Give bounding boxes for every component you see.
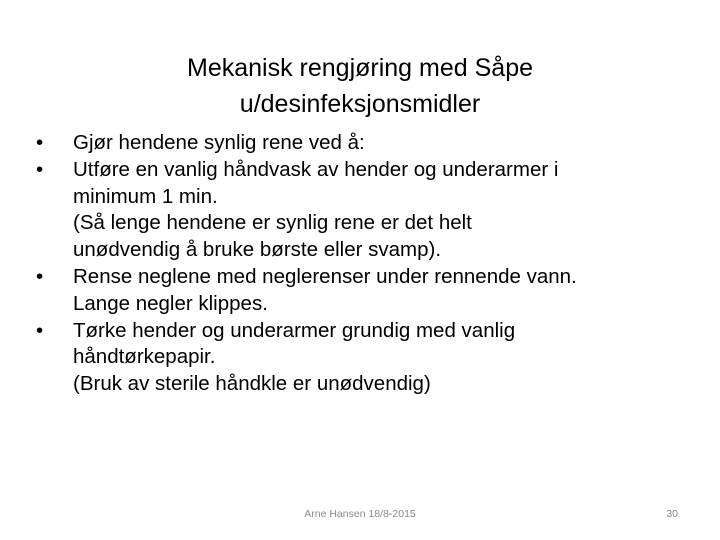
- bullet-icon: •: [36, 157, 44, 181]
- bullet-text-line: minimum 1 min.: [73, 184, 218, 208]
- slide-title-line-2: u/desinfeksjonsmidler: [239, 90, 481, 118]
- slide-title-line-1: Mekanisk rengjøring med Såpe: [187, 54, 533, 82]
- bullet-text-line: Gjør hendene synlig rene ved å:: [73, 131, 365, 154]
- bullet-text-line: (Så lenge hendene er synlig rene er det helt: [73, 211, 472, 235]
- slide-page-number: 30: [666, 508, 678, 520]
- bullet-text-line: Rense neglene med neglerenser under rennende vann.: [73, 264, 577, 288]
- bullet-text-line: (Bruk av sterile håndkle er unødvendig): [73, 372, 431, 396]
- bullet-item: [36, 318, 706, 398]
- bullet-text-line: håndtørkepapir.: [73, 345, 216, 369]
- bullet-list: [36, 130, 706, 398]
- bullet-text-line: Utføre en vanlig håndvask av hender og underarmer i: [73, 157, 559, 181]
- bullet-icon: •: [36, 131, 44, 154]
- bullet-text-line: unødvendig å bruke børste eller svamp).: [73, 238, 442, 262]
- bullet-text-line: Tørke hender og underarmer grundig med vanlig: [73, 318, 516, 342]
- bullet-item: [36, 157, 706, 264]
- slide-title: [60, 50, 660, 122]
- bullet-item: [36, 130, 706, 157]
- bullet-text-line: Lange negler klippes.: [73, 291, 268, 315]
- bullet-item: [36, 264, 706, 318]
- bullet-icon: •: [36, 264, 44, 288]
- footer-author-date: Arne Hansen 18/8-2015: [304, 508, 416, 520]
- bullet-icon: •: [36, 318, 44, 342]
